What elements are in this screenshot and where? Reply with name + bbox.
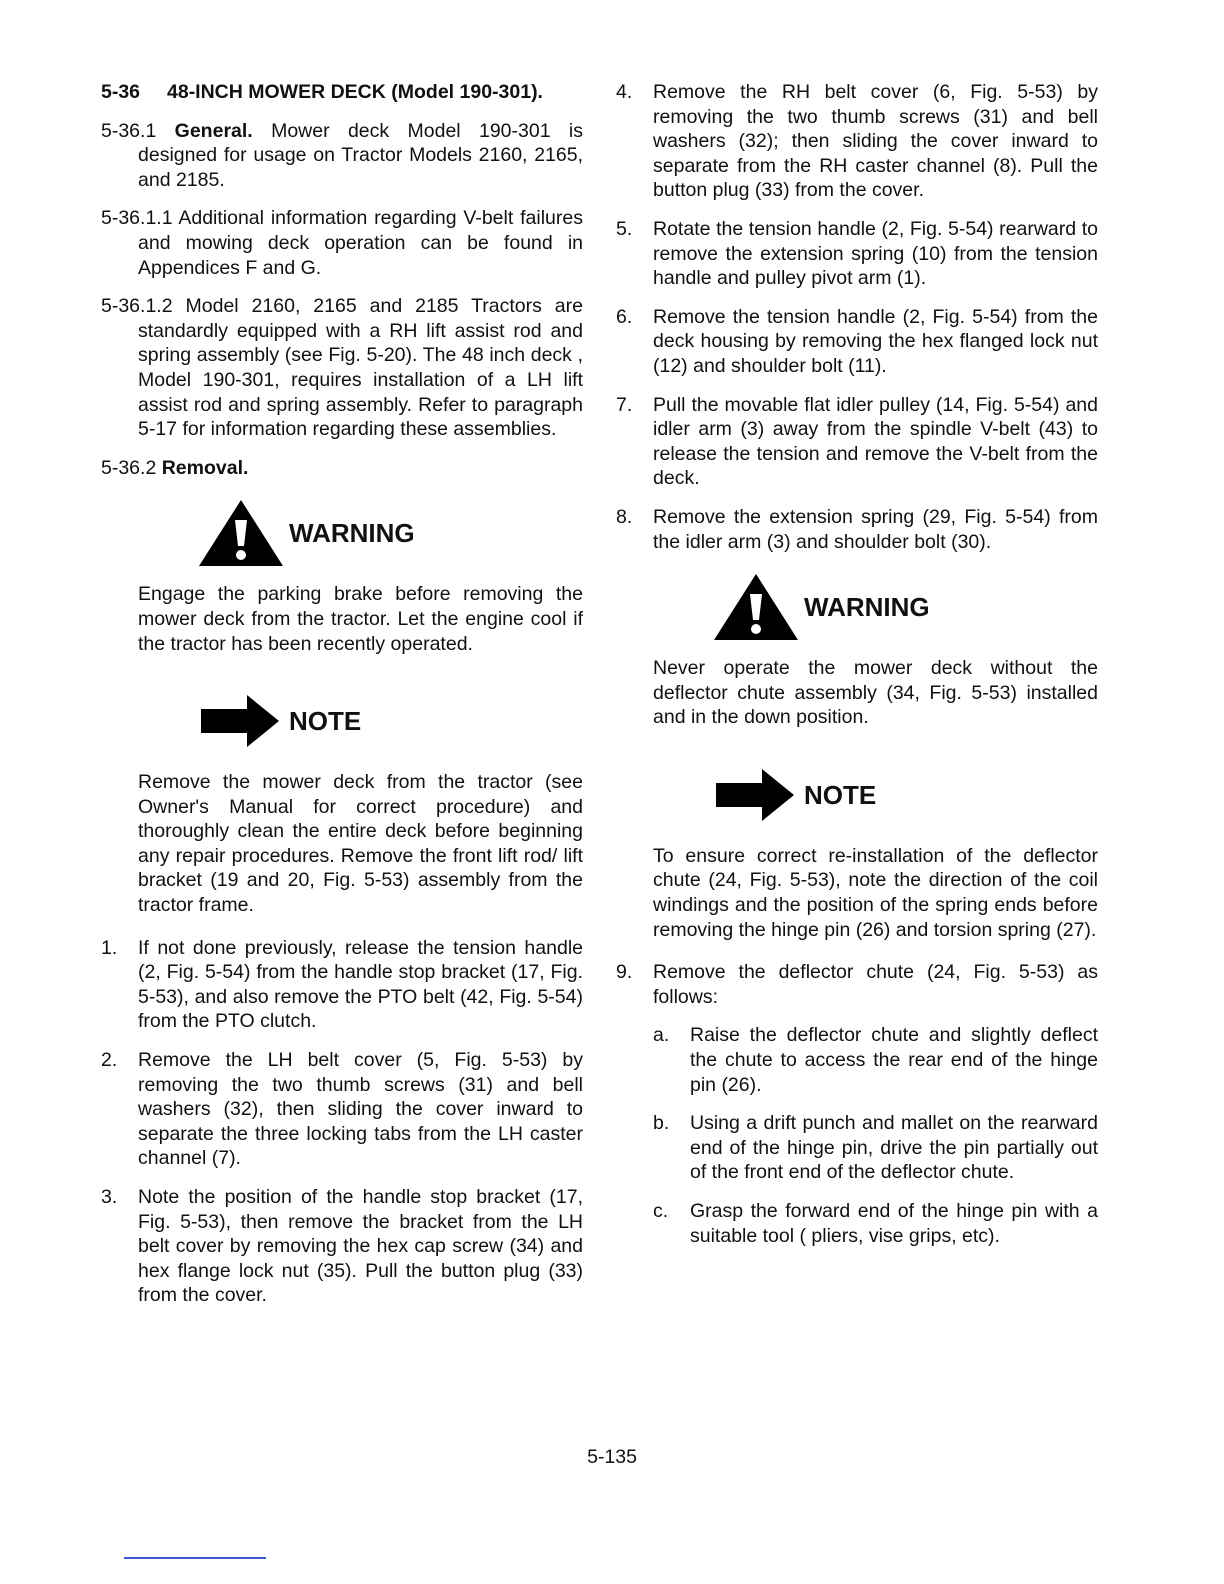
- list-item: [616, 960, 1098, 1009]
- step-text: Remove the extension spring (29, Fig. 5-54) from the idler arm (3) and shoulder bolt (30).: [653, 505, 1098, 553]
- paragraph-text: Model 2160, 2165 and 2185 Tractors are standardly equipped with a RH lift assist rod and spring assembly (see Fig. 5-20). The 48 inch deck , Model 190-301, requires installation of a LH lift assist rod and spring assembly. Refer to paragraph 5-17 for information regarding these assemblies.: [138, 295, 583, 441]
- paragraph-text: Mower deck Model 190-301 is designed for usage on Tractor Models 2160, 2165, and 2185.: [138, 119, 584, 191]
- step-number: 9.: [616, 961, 633, 984]
- step-number: 6.: [616, 305, 633, 328]
- step-text: Remove the tension handle (2, Fig. 5-54) from the deck housing by removing the hex flanged lock nut (12) and shoulder bolt (11).: [653, 305, 1098, 377]
- step-number: 5.: [616, 217, 633, 240]
- step-text: Pull the movable flat idler pulley (14, Fig. 5-54) and idler arm (3) away from the spindle V-belt (43) to release the tension and remove the V-belt from the deck.: [653, 393, 1098, 490]
- step-number: 2.: [101, 1049, 118, 1072]
- list-item: [616, 305, 1098, 379]
- list-item: [101, 1048, 583, 1171]
- paragraph-general: [101, 119, 583, 193]
- sub-list-item: [653, 1111, 1098, 1185]
- paragraph-lift-assist: [101, 294, 583, 442]
- warning-icon: [714, 572, 798, 642]
- substep-letter: c.: [653, 1200, 669, 1222]
- step-number: 3.: [101, 1186, 118, 1208]
- list-item: [616, 217, 1098, 291]
- step-text: Remove the RH belt cover (6, Fig. 5-53) by removing the two thumb screws (31) and bell washers (32); then sliding the cover inward to separate from the RH caster channel (8). Pull the button plug (33) from the cover.: [653, 81, 1098, 202]
- list-item: [616, 505, 1098, 554]
- list-item: [616, 80, 1098, 203]
- step-number: 1.: [101, 936, 118, 959]
- note-label: NOTE: [289, 705, 362, 736]
- section-number: 5-36: [101, 81, 141, 103]
- substep-letter: a.: [653, 1024, 670, 1047]
- warning-heading: [714, 572, 1098, 642]
- paragraph-text: Additional information regarding V-belt failures and mowing deck operation can be found in Appendices F and G.: [138, 207, 583, 279]
- paragraph-removal: [101, 456, 583, 481]
- warning-heading: [199, 498, 583, 568]
- substep-letter: b.: [653, 1112, 670, 1135]
- paragraph-number: 5-36.2: [101, 456, 157, 479]
- note-heading: [199, 686, 583, 756]
- paragraph-heading: General.: [174, 119, 253, 142]
- paragraph-number: 5-36.1.2: [101, 295, 173, 318]
- left-column: [101, 80, 583, 1322]
- paragraph-number: 5-36.1: [101, 119, 157, 142]
- step-text: Rotate the tension handle (2, Fig. 5-54) rearward to remove the extension spring (10) from the tension handle and pulley pivot arm (1).: [653, 217, 1098, 290]
- paragraph-vbelt-info: [101, 206, 583, 280]
- substep-text: Using a drift punch and mallet on the rearward end of the hinge pin, drive the pin partially out of the front end of the deflector chute.: [690, 1112, 1098, 1184]
- list-item: [616, 393, 1098, 491]
- substep-text: Grasp the forward end of the hinge pin with a suitable tool ( pliers, vise grips, etc).: [690, 1200, 1098, 1247]
- warning-icon: [199, 498, 283, 568]
- sub-list-item: [653, 1023, 1098, 1097]
- list-item: [101, 1185, 583, 1308]
- substep-text: Raise the deflector chute and slightly deflect the chute to access the rear end of the hinge pin (26).: [690, 1024, 1098, 1096]
- section-title: 48-INCH MOWER DECK (Model 190-301).: [167, 81, 543, 103]
- footer-rule: [124, 1557, 266, 1559]
- note-text: Remove the mower deck from the tractor (see Owner's Manual for correct procedure) and thoroughly clean the entire deck before beginning any repair procedures. Remove the front lift rod/ lift bracket (19 and 20, Fig. 5-53) assembly from the tractor frame.: [138, 771, 583, 917]
- arrow-right-icon: [714, 765, 798, 825]
- paragraph-number: 5-36.1.1: [101, 207, 173, 230]
- step-text: Remove the LH belt cover (5, Fig. 5-53) by removing the two thumb screws (31) and bell washers (32), then sliding the cover inward to separate the three locking tabs from the LH caster channel (7).: [138, 1049, 583, 1170]
- warning-text: Never operate the mower deck without the deflector chute assembly (34, Fig. 5-53) installed and in the down position.: [653, 657, 1098, 729]
- page-number: 5-135: [587, 1446, 637, 1468]
- paragraph-heading: Removal.: [161, 456, 249, 479]
- step-text: Remove the deflector chute (24, Fig. 5-53) as follows:: [653, 961, 1098, 1008]
- sub-list-item: [653, 1199, 1098, 1248]
- right-column: [616, 80, 1098, 1262]
- note-label: NOTE: [804, 779, 877, 810]
- arrow-right-icon: [199, 691, 283, 751]
- section-heading: [101, 80, 583, 105]
- list-item: [101, 936, 583, 1034]
- step-text: Note the position of the handle stop bracket (17, Fig. 5-53), then remove the bracket from the LH belt cover by removing the hex cap screw (34) and hex flange lock nut (35). Pull the button plug (33) from the cover.: [138, 1186, 583, 1307]
- note-heading: [714, 760, 1098, 830]
- step-text: If not done previously, release the tension handle (2, Fig. 5-54) from the handle stop bracket (17, Fig. 5-53), and also remove the PTO belt (42, Fig. 5-54) from the PTO clutch.: [138, 936, 583, 1033]
- step-number: 7.: [616, 393, 633, 416]
- step-number: 8.: [616, 505, 633, 528]
- note-text: To ensure correct re-installation of the deflector chute (24, Fig. 5-53), note the direction of the coil windings and the position of the spring ends before removing the hinge pin (26) and torsion spring (27).: [653, 844, 1098, 941]
- warning-label: WARNING: [804, 591, 930, 622]
- step-number: 4.: [616, 81, 633, 103]
- warning-text: Engage the parking brake before removing the mower deck from the tractor. Let the engine cool if the tractor has been recently operated.: [138, 583, 583, 655]
- warning-label: WARNING: [289, 518, 415, 549]
